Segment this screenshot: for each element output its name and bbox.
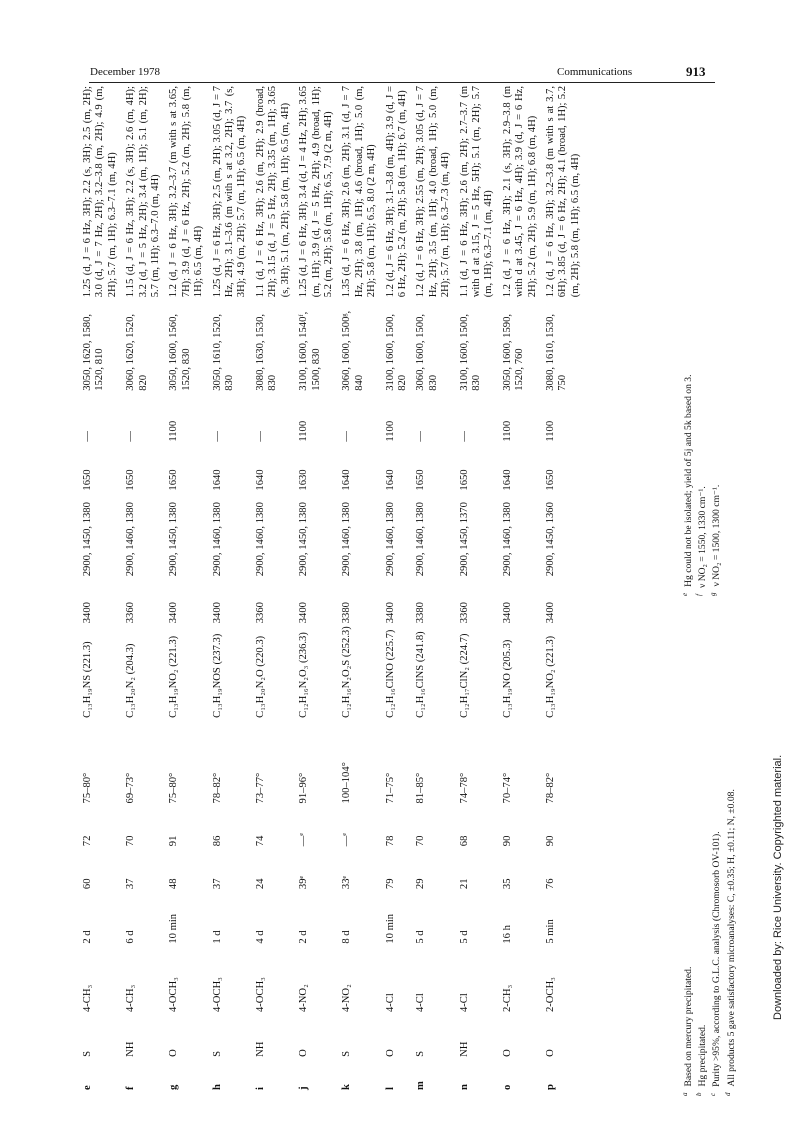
table-cell: 3080, 1610, 1530, 750 [545, 313, 569, 391]
table-row [341, 86, 384, 1096]
table-cell: 90 [545, 835, 556, 847]
table-cell: 1640 [211, 469, 223, 491]
footnote-mark: a [681, 1092, 689, 1096]
table-row [82, 86, 125, 1096]
table-cell: 8 d [341, 930, 353, 944]
running-header-date: December 1978 [90, 66, 160, 78]
table-cell: 2900, 1450, 1360 [545, 502, 556, 577]
table-cell: 1.2 (d, J = 6 Hz, 3H); 2.1 (s, 3H); 2.9–3.8 (m with d at 3.45, J = 6 Hz, 4H); 3.9 (d, J = 6 Hz, 2H); 5.2 (m, 2H); 5.9 (m, 1H); 6.8 (m, 4H) [501, 86, 538, 298]
footnote-text: Based on mercury precipitated. [683, 966, 695, 1087]
table-cell: 2900, 1460, 1380 [211, 502, 223, 577]
table-cell: — [125, 431, 137, 442]
table-row [545, 86, 588, 1096]
table-cell: 91–96° [298, 772, 310, 804]
table-cell: 78 [384, 835, 396, 847]
table-cell: NH [125, 1041, 137, 1057]
table-cell: S [341, 1051, 353, 1057]
table-cell: O [545, 1049, 556, 1057]
table-cell: 37 [211, 878, 223, 890]
rotated-data-table [82, 86, 712, 1096]
table-cell: C₁₃H₁₉NO₂ (221.3) [545, 635, 556, 718]
table-cell: 3360 [125, 602, 137, 624]
table-cell: 2900, 1460, 1380 [341, 502, 353, 577]
table-cell: 3360 [254, 602, 266, 624]
table-cell: 4-OCH₃ [168, 977, 180, 1013]
table-cell: —ᵉ [298, 832, 310, 847]
table-cell: 3400 [298, 602, 310, 624]
table-cell: 78–82° [211, 772, 223, 804]
table-cell: O [298, 1049, 310, 1057]
table-cell: 4-Cl [415, 993, 427, 1013]
table-row [125, 86, 168, 1096]
table-cell: n [458, 1084, 470, 1090]
footnote-mark: g [709, 592, 718, 596]
table-cell: 1.2 (d, J = 6 Hz, 3H); 3.2–3.8 (m with s at 3.7, 6H); 3.85 (d, J = 6 Hz, 2H); 4.1 (broad, 1H); 5.2 (m, 2H); 5.8 (m, 1H); 6.5 (m, 4H) [545, 86, 581, 298]
table-row [168, 86, 211, 1096]
table-cell: 5 d [415, 930, 427, 944]
header-rule [89, 82, 715, 83]
table-cell: — [211, 431, 223, 442]
table-cell: 3060, 1600, 1500, 830 [415, 313, 439, 391]
table-cell: 1650 [168, 469, 180, 491]
footnote-text: Purity >95%, according to G.L.C. analysis (Chromosorb OV-101). [711, 831, 723, 1087]
table-cell: 1100 [168, 420, 180, 442]
table-cell: C₁₃H₂₀N₂ (204.3) [125, 643, 137, 718]
footnote-mark: e [681, 592, 689, 596]
table-cell: 1650 [415, 469, 427, 491]
table-cell: 2-OCH₃ [545, 977, 556, 1013]
table-cell: — [254, 431, 266, 442]
table-cell: 1640 [341, 469, 353, 491]
footnote [680, 656, 694, 1096]
table-cell: k [341, 1084, 353, 1090]
table-cell: 1.1 (d, J = 6 Hz, 3H); 2.6 (m, 2H); 2.9 (broad, 2H); 3.15 (d, J = 5 Hz, 2H); 3.35 (m, 1H); 3.65 (s, 3H); 5.1 (m, 2H); 5.8 (m, 1H); 6.5 (m, 4H) [254, 86, 291, 298]
compound-table [82, 86, 588, 1096]
table-cell: 3400 [82, 602, 93, 624]
table-cell: 3400 [501, 602, 513, 624]
table-cell: C₁₃H₁₉NO₂ (221.3) [168, 635, 180, 718]
table-cell: 3360 [458, 602, 470, 624]
table-cell: C₁₂H₁₆ClNS (241.8) [415, 631, 427, 718]
table-cell: 1650 [82, 469, 93, 491]
footnote-text: ν NO₂ = 1500, 1300 cm⁻¹. [711, 484, 723, 587]
table-cell: S [211, 1051, 223, 1057]
footnote-mark: c [709, 1092, 718, 1096]
table-cell: 5 min [545, 919, 556, 944]
table-cell: 3100, 1600, 1500, 830 [458, 313, 482, 391]
table-cell: 3080, 1630, 1530, 830 [254, 313, 279, 391]
table-cell: 72 [82, 835, 93, 847]
table-cell: 1.2 (d, J = 6 Hz, 3H); 2.55 (m, 2H); 3.05 (d, J = 7 Hz, 2H); 3.5 (m, 1H); 4.0 (broad, 1H); 5.0 (m, 2H); 5.7 (m, 1H); 6.3–7.3 (m, 4H) [415, 86, 452, 298]
table-cell: C₁₂H₁₆N₂O₃ (236.3) [298, 632, 310, 718]
table-row [385, 86, 416, 1096]
table-cell: 2 d [82, 930, 93, 944]
table-cell: 3050, 1620, 1580, 1520, 810 [82, 313, 106, 391]
table-cell: — [82, 431, 93, 442]
table-cell: 1630 [298, 469, 310, 491]
table-cell: 1 d [211, 930, 223, 944]
table-cell: 1650 [458, 469, 470, 491]
table-cell: NH [458, 1041, 470, 1057]
table-cell: 3050, 1610, 1520, 830 [211, 313, 236, 391]
table-cell: 3100, 1600, 1540ᶠ, 1500, 830 [298, 311, 322, 391]
page-number: 913 [686, 64, 706, 79]
table-cell: 2900, 1460, 1380 [415, 502, 427, 577]
table-row [459, 86, 502, 1096]
table-cell: 1650 [545, 469, 556, 491]
table-cell: 1.1 (d, J = 6 Hz, 3H); 2.6 (m, 2H); 2.7–3.7 (m with d at 3.15, J = 5 Hz, 5H); 5.1 (m, 2H); 5.7 (m, 1H); 6.3–7.1 (m, 4H) [458, 86, 495, 298]
table-cell: 3100, 1600, 1500, 820 [384, 313, 408, 391]
footnote [694, 156, 708, 596]
footnote [708, 656, 722, 1096]
table-cell: 3060, 1620, 1520, 820 [125, 313, 149, 391]
table-cell: 29 [415, 878, 427, 890]
table-cell: 3400 [545, 602, 556, 624]
table-cell: 75–80° [168, 772, 180, 804]
table-cell: 69–73° [125, 772, 137, 804]
table-cell: e [82, 1085, 93, 1090]
table-cell: 2 d [298, 930, 310, 944]
table-cell: 68 [458, 835, 470, 847]
table-cell: O [501, 1049, 513, 1057]
footnote [723, 656, 737, 1096]
table-cell: S [415, 1051, 427, 1057]
table-cell: S [82, 1051, 93, 1057]
table-cell: 3060, 1600, 1500ᵍ, 840 [341, 310, 365, 391]
table-cell: 3400 [168, 602, 180, 624]
table-cell: 2900, 1450, 1380 [298, 502, 310, 577]
table-cell: 91 [168, 835, 180, 847]
table-cell: 78–82° [545, 772, 556, 804]
table-cell: — [458, 431, 470, 442]
table-cell: 70–74° [501, 772, 513, 804]
footnote [708, 156, 722, 596]
table-cell: 24 [254, 878, 266, 890]
table-cell: 1.15 (d, J = 6 Hz, 3H); 2.2 (s, 3H); 2.6 (m, 4H); 3.2 (d, J = 5 Hz, 2H); 3.4 (m, 1H); 5.1 (m, 2H); 5.7 (m, 1H); 6.3–7.0 (m, 4H) [125, 86, 162, 298]
table-cell: 4-OCH₃ [211, 977, 223, 1013]
table-cell: h [211, 1084, 223, 1090]
table-cell: 21 [458, 878, 470, 890]
footnote-mark: b [695, 1092, 704, 1096]
table-row [212, 86, 255, 1096]
table-cell: 5 d [458, 930, 470, 944]
table-cell: C₁₃H₁₉NS (221.3) [82, 641, 93, 718]
footnote-text: All products 5 gave satisfactory microanalyses: C, ±0.35; H, ±0.11; N, ±0.08. [725, 789, 737, 1087]
table-cell: 3050, 1600, 1560, 1520, 830 [168, 313, 192, 391]
table-cell: 2900, 1460, 1380 [254, 502, 266, 577]
table-cell: C₁₃H₁₉NOS (237.3) [211, 633, 223, 718]
table-cell: 70 [125, 835, 137, 847]
table-cell: 90 [501, 835, 513, 847]
footnote-text: ν NO₂ = 1550, 1330 cm⁻¹. [697, 486, 709, 589]
table-cell: 2900, 1460, 1380 [501, 502, 513, 577]
table-cell: g [168, 1084, 180, 1090]
table-cell: O [168, 1049, 180, 1057]
table-cell: 2-CH₃ [501, 984, 513, 1013]
table-cell: 1.2 (d, J = 6 Hz, 3H); 3.1–3.8 (m, 4H); 3.9 (d, J = 6 Hz, 2H); 5.2 (m, 2H); 5.8 (m, 1H); 6.7 (m, 4H) [384, 86, 408, 298]
table-row [502, 86, 545, 1096]
table-cell: —ᵉ [341, 832, 353, 847]
table-cell: 1640 [384, 469, 396, 491]
table-cell: 1100 [298, 420, 310, 442]
table-cell: 1100 [384, 420, 396, 442]
table-cell: 35 [501, 878, 513, 890]
table-cell: 4 d [254, 930, 266, 944]
table-cell: l [384, 1087, 396, 1090]
download-watermark: Downloaded by: Rice University. Copyrighted material. [772, 754, 784, 1020]
table-cell: C₁₃H₂₀N₂O (220.3) [254, 635, 266, 718]
table-cell: 4-NO₂ [341, 984, 353, 1013]
table-cell: 60 [82, 878, 93, 890]
running-header-section: Communications [557, 66, 633, 78]
table-cell: 74–78° [458, 772, 470, 804]
table-cell: 76 [545, 878, 556, 890]
table-cell: j [298, 1086, 310, 1090]
table-cell: 3400 [211, 602, 223, 624]
table-cell: 16 h [501, 925, 513, 944]
table-cell: 81–85° [415, 772, 427, 804]
table-cell: 3050, 1600, 1590, 1520, 760 [501, 313, 526, 391]
table-cell: 4-CH₃ [125, 984, 137, 1013]
table-cell: o [501, 1084, 513, 1090]
table-cell: 3400 [384, 602, 396, 624]
table-cell: 4-OCH₃ [254, 977, 266, 1013]
table-cell: 4-NO₂ [298, 984, 310, 1013]
table-cell: C₁₂H₁₆ClNO (225.7) [384, 629, 396, 718]
table-cell: 1.35 (d, J = 6 Hz, 3H); 2.6 (m, 2H); 3.1 (d, J = 7 Hz, 2H); 3.8 (m, 1H); 4.6 (broad, 1H); 5.0 (m, 2H); 5.8 (m, 1H); 6.5, 8.0 (2 m, 4H) [341, 86, 378, 298]
footnotes-right [680, 156, 723, 596]
table-cell: 1.25 (d, J = 6 Hz, 3H); 2.5 (m, 2H); 3.05 (d, J = 7 Hz, 2H); 3.1–3.6 (m with s at 3.2, 2H); 3.7 (s, 3H); 4.9 (m, 2H); 5.7 (m, 1H); 6.5 (m, 4H) [211, 86, 248, 298]
table-cell: 33ᵉ [341, 875, 353, 890]
table-cell: 86 [211, 835, 223, 847]
footnote-text: Hg precipitated. [697, 1024, 709, 1087]
table-cell: 2900, 1450, 1370 [458, 502, 470, 577]
table-cell: C₁₂H₁₇ClN₂ (224.7) [458, 633, 470, 718]
table-cell: f [125, 1086, 137, 1090]
table-cell: 1.25 (d, J = 6 Hz, 3H); 2.2 (s, 3H); 2.5 (m, 2H); 3.0 (d, J = 7 Hz, 2H); 3.2–3.8 (m, 2H); 4.9 (m, 2H); 5.7 (m, 1H); 6.3–7.1 (m, 4H) [82, 86, 118, 298]
table-cell: 75–80° [82, 772, 93, 804]
table-cell: 71–75° [384, 772, 396, 804]
table-cell: 1100 [545, 420, 556, 442]
table-cell: 1650 [125, 469, 137, 491]
table-cell: 70 [415, 835, 427, 847]
table-cell: 37 [125, 878, 137, 890]
table-cell: 48 [168, 878, 180, 890]
table-cell: 6 d [125, 930, 137, 944]
table-cell: 1.2 (d, J = 6 Hz, 3H); 3.2–3.7 (m with s at 3.65, 7H); 3.9 (d, J = 6 Hz, 2H); 5.2 (m, 2H); 5.8 (m, 1H); 6.5 (m, 4H) [168, 86, 205, 298]
table-cell: 4-Cl [384, 993, 396, 1013]
table-cell: i [254, 1087, 266, 1090]
footnotes-left [680, 656, 737, 1096]
table-cell: 2900, 1460, 1380 [125, 502, 137, 577]
table-cell: C₁₂H₁₆N₂O₂S (252.3) [341, 626, 353, 718]
table-cell: 100–104° [341, 762, 353, 804]
footnote [694, 656, 708, 1096]
table-cell: 1640 [254, 469, 266, 491]
table-row [298, 86, 341, 1096]
table-cell: p [545, 1084, 556, 1090]
table-cell: 1.25 (d, J = 6 Hz, 3H); 3.4 (d, J = 4 Hz, 2H); 3.65 (m, 1H); 3.9 (d, J = 5 Hz, 2H); 4.9 (broad, 1H); 5.2 (m, 2H); 5.8 (m, 1H); 6.5, 7.9 (2 m, 4H) [298, 86, 334, 298]
table-cell: 10 min [168, 913, 180, 944]
table-cell: NH [254, 1041, 266, 1057]
table-cell: 4-Cl [458, 993, 470, 1013]
table-cell: 3380 [415, 602, 427, 624]
table-body [82, 86, 588, 1096]
table-cell: 79 [384, 878, 396, 890]
footnote-mark: f [695, 594, 704, 596]
table-cell: 1100 [501, 420, 513, 442]
footnote [680, 156, 694, 596]
table-cell: 10 min [384, 913, 396, 944]
table-cell: 3380 [341, 602, 353, 624]
table-cell: m [415, 1081, 427, 1090]
table-cell: C₁₃H₁₉NO (205.3) [501, 639, 513, 718]
table-cell: 2900, 1450, 1380 [168, 502, 180, 577]
table-cell: 1640 [501, 469, 513, 491]
footnote-mark: d [723, 1092, 732, 1096]
table-cell: 39ᵉ [298, 875, 310, 890]
footnote-text: Hg could not be isolated; yield of 5j and 5k based on 3. [683, 374, 695, 587]
table-cell: 2900, 1460, 1380 [384, 502, 396, 577]
table-cell: 4-CH₃ [82, 984, 93, 1013]
table-cell: — [341, 431, 353, 442]
table-cell: — [415, 431, 427, 442]
table-cell: 2900, 1450, 1380 [82, 502, 93, 577]
table-cell: 74 [254, 835, 266, 847]
table-row [415, 86, 458, 1096]
table-cell: O [384, 1049, 396, 1057]
table-cell: 73–77° [254, 772, 266, 804]
table-row [255, 86, 298, 1096]
